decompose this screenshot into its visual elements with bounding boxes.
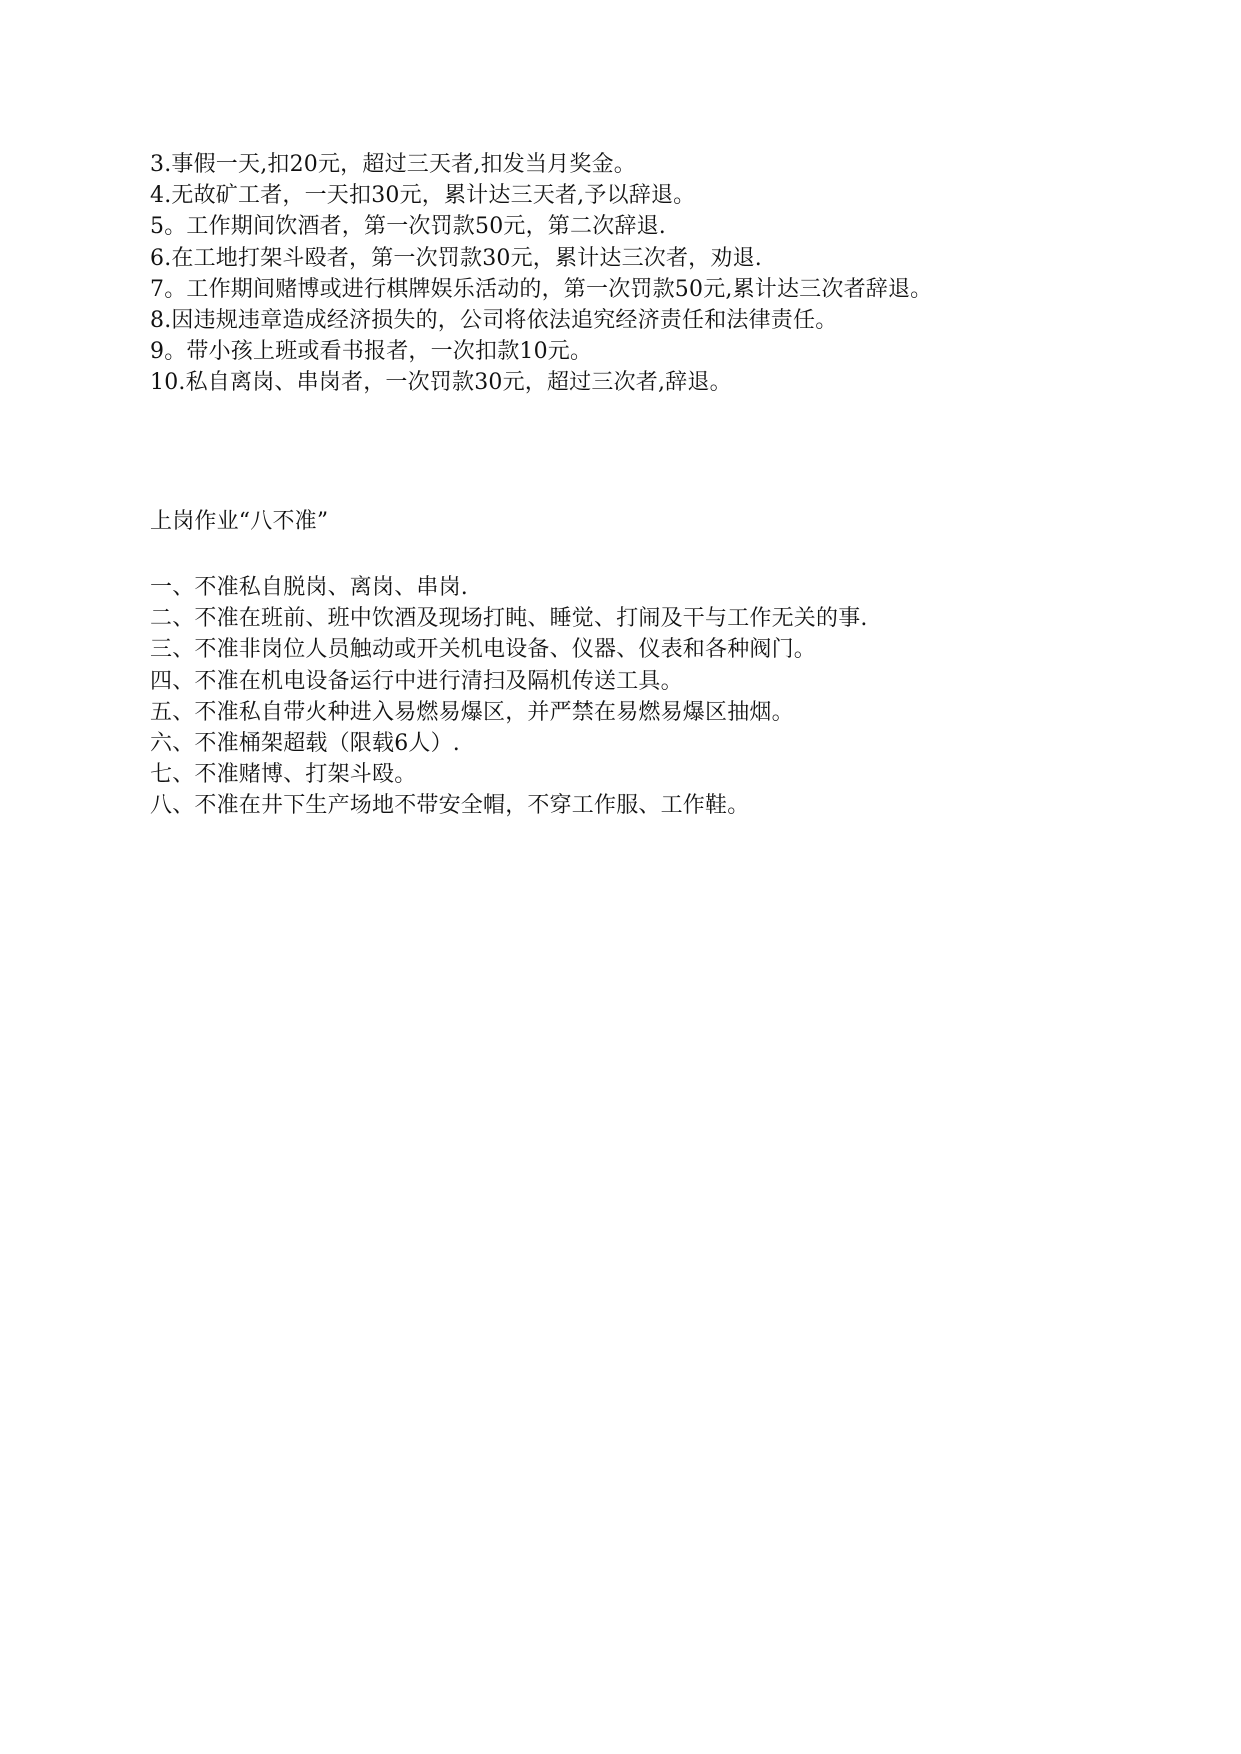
rule-item: 7。工作期间赌博或进行棋牌娱乐活动的，第一次罚款50元,累计达三次者辞退。 xyxy=(150,276,933,302)
section-title: 上岗作业“八不准” xyxy=(150,509,329,534)
ban-item: 四、不准在机电设备运行中进行清扫及隔机传送工具。 xyxy=(150,668,683,694)
ban-item: 三、不准非岗位人员触动或开关机电设备、仪器、仪表和各种阀门。 xyxy=(150,637,817,663)
ban-item: 六、不准桶架超载（限载6人）. xyxy=(150,730,460,756)
rule-item: 5。工作期间饮酒者，第一次罚款50元，第二次辞退. xyxy=(150,214,666,240)
rule-item: 3.事假一天,扣20元，超过三天者,扣发当月奖金。 xyxy=(150,152,636,177)
eight-bans-list xyxy=(150,572,868,822)
rule-item: 6.在工地打架斗殴者，第一次罚款30元，累计达三次者，劝退. xyxy=(150,245,762,271)
ban-item: 八、不准在井下生产场地不带安全帽，不穿工作服、工作鞋。 xyxy=(150,793,750,819)
penalty-rules-list xyxy=(150,149,932,399)
ban-item: 二、不准在班前、班中饮酒及现场打盹、睡觉、打闹及干与工作无关的事. xyxy=(150,606,868,632)
ban-item: 一、不准私自脱岗、离岗、串岗. xyxy=(150,575,468,600)
ban-item: 七、不准赌博、打架斗殴。 xyxy=(150,762,417,788)
rule-item: 9。带小孩上班或看书报者，一次扣款10元。 xyxy=(150,339,593,365)
rule-item: 4.无故矿工者，一天扣30元，累计达三天者,予以辞退。 xyxy=(150,183,696,209)
rule-item: 8.因违规违章造成经济损失的，公司将依法追究经济责任和法律责任。 xyxy=(150,307,838,333)
rule-item: 10.私自离岗、串岗者，一次罚款30元，超过三次者,辞退。 xyxy=(150,370,732,396)
ban-item: 五、不准私自带火种进入易燃易爆区，并严禁在易燃易爆区抽烟。 xyxy=(150,699,794,725)
